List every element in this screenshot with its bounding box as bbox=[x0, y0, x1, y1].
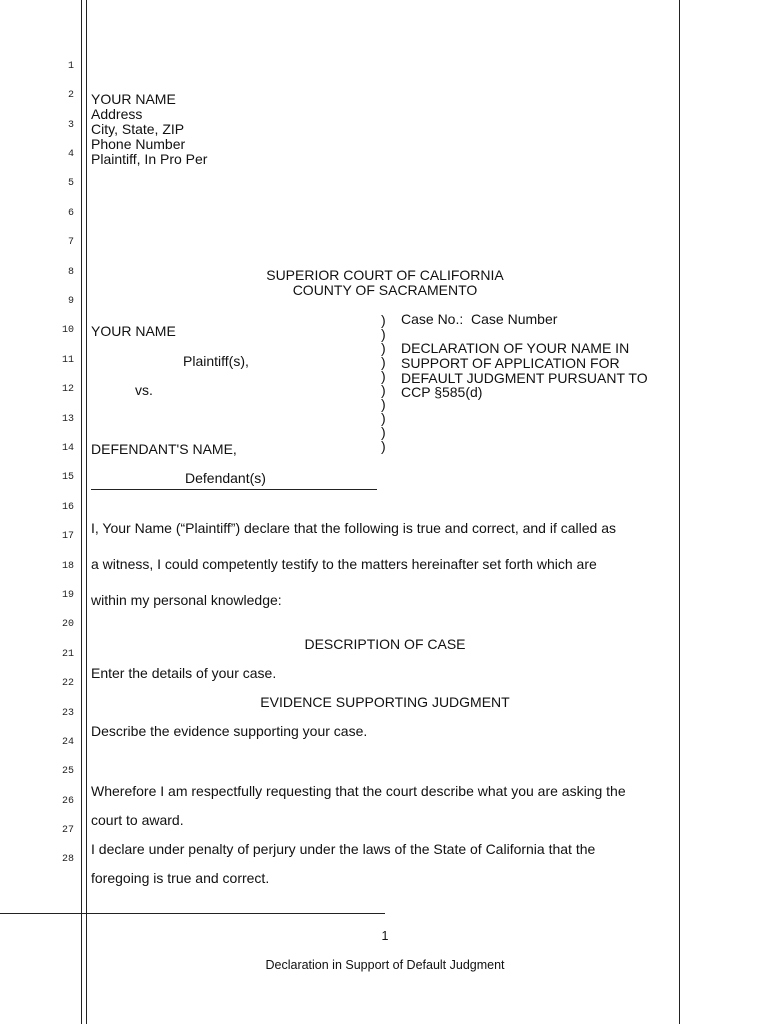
document-title-line: CCP §585(d) bbox=[401, 384, 483, 400]
left-margin-rule-inner bbox=[86, 0, 87, 1024]
line-number: 4 bbox=[67, 149, 74, 160]
header-city: City, State, ZIP bbox=[91, 121, 185, 137]
line-number: 21 bbox=[61, 649, 74, 660]
document-title-line: DEFAULT JUDGMENT PURSUANT TO bbox=[401, 370, 648, 386]
footer-title: Declaration in Support of Default Judgment bbox=[265, 958, 505, 972]
header-address: Address bbox=[91, 106, 143, 122]
case-number-field bbox=[401, 312, 557, 327]
caption-paren: ) bbox=[381, 410, 386, 426]
left-margin-rule-outer bbox=[81, 0, 82, 1024]
caption-defendant-name: DEFENDANT'S NAME, bbox=[91, 441, 237, 457]
court-name: SUPERIOR COURT OF CALIFORNIA bbox=[266, 267, 504, 283]
caption-plaintiff-name: YOUR NAME bbox=[91, 323, 176, 339]
line-number: 24 bbox=[61, 737, 74, 748]
line-number: 20 bbox=[61, 619, 74, 630]
caption-plaintiff-label: Plaintiff(s), bbox=[183, 353, 249, 369]
caption-paren: ) bbox=[381, 354, 386, 370]
evidence-text: Describe the evidence supporting your case. bbox=[91, 723, 368, 739]
line-number: 8 bbox=[67, 267, 74, 278]
line-number: 23 bbox=[61, 708, 74, 719]
line-number: 5 bbox=[67, 178, 74, 189]
line-number: 9 bbox=[67, 296, 74, 307]
caption-paren: ) bbox=[381, 424, 386, 440]
wherefore-line: Wherefore I am respectfully requesting that the court describe what you are asking the bbox=[91, 783, 626, 799]
header-phone: Phone Number bbox=[91, 136, 186, 152]
line-number: 15 bbox=[61, 472, 74, 483]
header-name: YOUR NAME bbox=[91, 91, 176, 107]
line-number: 22 bbox=[61, 678, 74, 689]
line-number: 3 bbox=[67, 120, 74, 131]
line-number: 12 bbox=[61, 384, 74, 395]
caption-underline bbox=[91, 489, 377, 490]
line-number: 2 bbox=[67, 90, 74, 101]
line-number: 27 bbox=[61, 825, 74, 836]
line-number: 13 bbox=[61, 414, 74, 425]
line-number: 10 bbox=[61, 325, 74, 336]
page-number: 1 bbox=[381, 929, 389, 943]
perjury-line: foregoing is true and correct. bbox=[91, 870, 270, 886]
line-number: 28 bbox=[61, 854, 74, 865]
line-number: 16 bbox=[61, 502, 74, 513]
right-margin-rule bbox=[679, 0, 680, 1024]
intro-line: within my personal knowledge: bbox=[91, 592, 282, 608]
heading-description-of-case: DESCRIPTION OF CASE bbox=[304, 636, 466, 652]
caption-paren: ) bbox=[381, 396, 386, 412]
caption-paren: ) bbox=[381, 438, 386, 454]
court-county: COUNTY OF SACRAMENTO bbox=[292, 282, 478, 298]
heading-evidence: EVIDENCE SUPPORTING JUDGMENT bbox=[260, 694, 510, 710]
caption-defendant-label: Defendant(s) bbox=[185, 470, 266, 486]
caption-paren: ) bbox=[381, 312, 386, 328]
line-number: 14 bbox=[61, 443, 74, 454]
intro-line: a witness, I could competently testify to the matters hereinafter set forth which are bbox=[91, 556, 597, 572]
line-number: 25 bbox=[61, 766, 74, 777]
caption-paren: ) bbox=[381, 326, 386, 342]
caption-paren: ) bbox=[381, 340, 386, 356]
line-number: 6 bbox=[67, 208, 74, 219]
description-text: Enter the details of your case. bbox=[91, 665, 277, 681]
caption-paren: ) bbox=[381, 382, 386, 398]
document-title-line: DECLARATION OF YOUR NAME IN bbox=[401, 340, 630, 356]
line-number: 19 bbox=[61, 590, 74, 601]
perjury-line: I declare under penalty of perjury under the laws of the State of California that the bbox=[91, 841, 596, 857]
line-number: 1 bbox=[67, 61, 74, 72]
caption-paren: ) bbox=[381, 368, 386, 384]
caption-vs: vs. bbox=[135, 382, 153, 398]
footer-rule bbox=[0, 913, 385, 914]
line-number: 26 bbox=[61, 796, 74, 807]
wherefore-line: court to award. bbox=[91, 812, 184, 828]
line-number: 7 bbox=[67, 237, 74, 248]
line-number: 17 bbox=[61, 531, 74, 542]
document-title-line: SUPPORT OF APPLICATION FOR bbox=[401, 355, 620, 371]
line-number: 18 bbox=[61, 561, 74, 572]
header-role: Plaintiff, In Pro Per bbox=[91, 151, 208, 167]
case-number-value: Case Number bbox=[471, 311, 558, 327]
case-number-label: Case No.: bbox=[401, 311, 464, 327]
intro-line: I, Your Name (“Plaintiff”) declare that the following is true and correct, and if called as bbox=[91, 520, 617, 536]
line-number: 11 bbox=[61, 355, 74, 366]
